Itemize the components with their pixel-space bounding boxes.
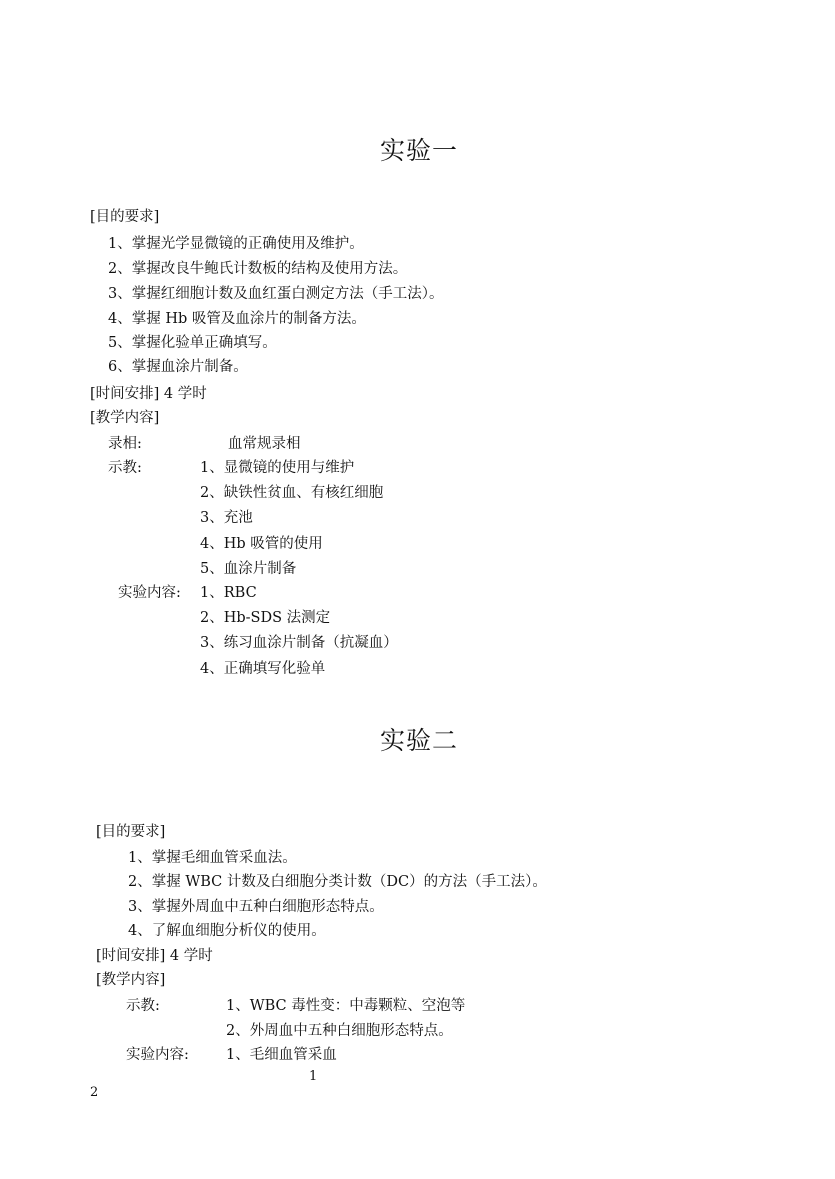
- exp1-lab-item: 3、练习血涂片制备（抗凝血）: [200, 635, 398, 651]
- exp1-goal-item: 6、掌握血涂片制备。: [108, 359, 248, 375]
- exp2-demo-item: 2、外周血中五种白细胞形态特点。: [226, 1023, 453, 1039]
- exp1-goal-item: 1、掌握光学显微镜的正确使用及维护。: [108, 236, 364, 252]
- exp1-lab-item: 2、Hb-SDS 法测定: [200, 610, 331, 626]
- exp2-content-heading: [教学内容]: [96, 972, 166, 988]
- exp1-demo-label: 示教:: [108, 460, 142, 476]
- exp2-goal-item: 1、掌握毛细血管采血法。: [128, 850, 297, 866]
- exp2-lab-label: 实验内容:: [126, 1047, 189, 1063]
- exp1-lab-item: 4、正确填写化验单: [200, 661, 326, 677]
- exp2-demo-label: 示教:: [126, 998, 160, 1014]
- exp1-content-heading: [教学内容]: [90, 410, 160, 426]
- exp1-goal-item: 2、掌握改良牛鲍氏计数板的结构及使用方法。: [108, 261, 408, 277]
- exp2-goal-item: 2、掌握 WBC 计数及白细胞分类计数（DC）的方法（手工法）。: [128, 874, 547, 890]
- page-number-center: 1: [309, 1069, 318, 1084]
- exp2-goal-item: 4、了解血细胞分析仪的使用。: [128, 923, 326, 939]
- exp1-goal-heading: [目的要求]: [90, 209, 160, 225]
- exp2-goal-item: 3、掌握外周血中五种白细胞形态特点。: [128, 899, 384, 915]
- exp1-lab-item: 1、RBC: [200, 585, 257, 601]
- exp1-title: 实验一: [380, 136, 459, 165]
- exp1-demo-item: 1、显微镜的使用与维护: [200, 460, 355, 476]
- exp2-time: [时间安排] 4 学时: [96, 948, 213, 964]
- exp1-demo-item: 2、缺铁性贫血、有核红细胞: [200, 485, 384, 501]
- exp1-goal-item: 3、掌握红细胞计数及血红蛋白测定方法（手工法）。: [108, 286, 444, 302]
- page-number-left: 2: [90, 1085, 99, 1100]
- exp2-title: 实验二: [380, 726, 459, 755]
- exp1-demo-item: 3、充池: [200, 510, 253, 526]
- exp1-lab-label: 实验内容:: [118, 585, 181, 601]
- exp1-demo-item: 5、血涂片制备: [200, 561, 297, 577]
- exp1-goal-item: 5、掌握化验单正确填写。: [108, 335, 277, 351]
- exp2-lab-item: 1、毛细血管采血: [226, 1047, 337, 1063]
- exp1-goal-item: 4、掌握 Hb 吸管及血涂片的制备方法。: [108, 311, 366, 327]
- exp1-demo-item: 4、Hb 吸管的使用: [200, 536, 323, 552]
- exp2-demo-item: 1、WBC 毒性变：中毒颗粒、空泡等: [226, 998, 466, 1014]
- exp1-record-label: 录相:: [108, 436, 142, 452]
- exp1-time: [时间安排] 4 学时: [90, 386, 207, 402]
- exp1-record-value: 血常规录相: [228, 436, 301, 452]
- exp2-goal-heading: [目的要求]: [96, 824, 166, 840]
